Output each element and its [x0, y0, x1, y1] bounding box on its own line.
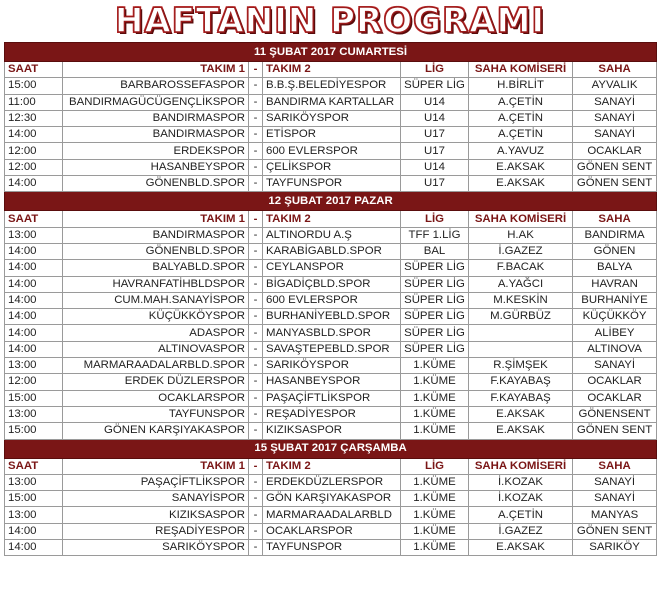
home-team-cell: PAŞAÇİFTLİKSPOR [63, 474, 249, 490]
league-cell: SÜPER LİG [401, 292, 469, 308]
away-team-cell: SARIKÖYSPOR [263, 110, 401, 126]
commissioner-cell: A.ÇETİN [469, 94, 573, 110]
home-team-cell: ERDEK DÜZLERSPOR [63, 374, 249, 390]
column-header-dash: - [249, 211, 263, 227]
league-cell: 1.KÜME [401, 540, 469, 556]
away-team-cell: SARIKÖYSPOR [263, 358, 401, 374]
table-row [5, 390, 657, 406]
separator-cell: - [249, 243, 263, 259]
venue-cell: SARIKÖY [573, 540, 657, 556]
commissioner-cell: E.AKSAK [469, 540, 573, 556]
home-team-cell: BARBAROSSEFASPOR [63, 78, 249, 94]
column-header-dash: - [249, 62, 263, 78]
commissioner-cell: F.KAYABAŞ [469, 374, 573, 390]
league-cell: U17 [401, 143, 469, 159]
column-header-lig: LİG [401, 211, 469, 227]
league-cell: TFF 1.LİG [401, 227, 469, 243]
away-team-cell: MARMARAADALARBLD [263, 507, 401, 523]
saat-cell: 14:00 [5, 309, 63, 325]
away-team-cell: KIZIKSASPOR [263, 423, 401, 439]
league-cell: SÜPER LİG [401, 341, 469, 357]
column-header-saat: SAAT [5, 62, 63, 78]
home-team-cell: CUM.MAH.SANAYİSPOR [63, 292, 249, 308]
separator-cell: - [249, 406, 263, 422]
saat-cell: 15:00 [5, 78, 63, 94]
table-row [5, 143, 657, 159]
league-cell: 1.KÜME [401, 423, 469, 439]
league-cell: SÜPER LİG [401, 309, 469, 325]
venue-cell: AYVALIK [573, 78, 657, 94]
away-team-cell: KARABİGABLD.SPOR [263, 243, 401, 259]
commissioner-cell: E.AKSAK [469, 423, 573, 439]
home-team-cell: GÖNENBLD.SPOR [63, 176, 249, 192]
venue-cell: GÖNENSENT [573, 406, 657, 422]
column-header-lig: LİG [401, 62, 469, 78]
column-header-saat: SAAT [5, 458, 63, 474]
commissioner-cell: A.ÇETİN [469, 127, 573, 143]
table-row [5, 341, 657, 357]
home-team-cell: BANDIRMASPOR [63, 127, 249, 143]
league-cell: SÜPER LİG [401, 325, 469, 341]
away-team-cell: ÇELİKSPOR [263, 159, 401, 175]
home-team-cell: SANAYİSPOR [63, 491, 249, 507]
saat-cell: 14:00 [5, 540, 63, 556]
commissioner-cell: F.BACAK [469, 260, 573, 276]
home-team-cell: KIZIKSASPOR [63, 507, 249, 523]
separator-cell: - [249, 374, 263, 390]
separator-cell: - [249, 325, 263, 341]
league-cell: 1.KÜME [401, 507, 469, 523]
league-cell: BAL [401, 243, 469, 259]
day-header: 11 ŞUBAT 2017 CUMARTESİ [5, 43, 657, 62]
venue-cell: SANAYİ [573, 94, 657, 110]
venue-cell: OCAKLAR [573, 374, 657, 390]
away-team-cell: ERDEKDÜZLERSPOR [263, 474, 401, 490]
away-team-cell: CEYLANSPOR [263, 260, 401, 276]
column-header-takim2: TAKIM 2 [263, 62, 401, 78]
away-team-cell: OCAKLARSPOR [263, 523, 401, 539]
away-team-cell: TAYFUNSPOR [263, 176, 401, 192]
home-team-cell: BANDIRMASPOR [63, 227, 249, 243]
saat-cell: 14:00 [5, 276, 63, 292]
separator-cell: - [249, 474, 263, 490]
saat-cell: 12:00 [5, 159, 63, 175]
saat-cell: 13:00 [5, 358, 63, 374]
commissioner-cell: A.ÇETİN [469, 110, 573, 126]
league-cell: 1.KÜME [401, 406, 469, 422]
league-cell: U14 [401, 110, 469, 126]
league-cell: 1.KÜME [401, 474, 469, 490]
table-row [5, 309, 657, 325]
table-row [5, 507, 657, 523]
saat-cell: 12:00 [5, 374, 63, 390]
saat-cell: 14:00 [5, 127, 63, 143]
table-row [5, 292, 657, 308]
saat-cell: 11:00 [5, 94, 63, 110]
column-header-takim1: TAKIM 1 [63, 62, 249, 78]
separator-cell: - [249, 292, 263, 308]
table-row [5, 523, 657, 539]
venue-cell: OCAKLAR [573, 390, 657, 406]
saat-cell: 15:00 [5, 491, 63, 507]
commissioner-cell: İ.KOZAK [469, 474, 573, 490]
venue-cell: SANAYİ [573, 127, 657, 143]
home-team-cell: ERDEKSPOR [63, 143, 249, 159]
venue-cell: ALİBEY [573, 325, 657, 341]
commissioner-cell: R.ŞİMŞEK [469, 358, 573, 374]
commissioner-cell: E.AKSAK [469, 406, 573, 422]
separator-cell: - [249, 507, 263, 523]
league-cell: 1.KÜME [401, 374, 469, 390]
column-header-takim2: TAKIM 2 [263, 458, 401, 474]
separator-cell: - [249, 78, 263, 94]
table-row [5, 358, 657, 374]
away-team-cell: B.B.Ş.BELEDİYESPOR [263, 78, 401, 94]
home-team-cell: GÖNENBLD.SPOR [63, 243, 249, 259]
saat-cell: 14:00 [5, 341, 63, 357]
commissioner-cell: İ.KOZAK [469, 491, 573, 507]
table-row [5, 176, 657, 192]
home-team-cell: ADASPOR [63, 325, 249, 341]
separator-cell: - [249, 358, 263, 374]
column-header-saha: SAHA [573, 458, 657, 474]
home-team-cell: REŞADİYESPOR [63, 523, 249, 539]
table-row [5, 260, 657, 276]
commissioner-cell: E.AKSAK [469, 159, 573, 175]
table-row [5, 325, 657, 341]
away-team-cell: HASANBEYSPOR [263, 374, 401, 390]
separator-cell: - [249, 309, 263, 325]
saat-cell: 15:00 [5, 423, 63, 439]
league-cell: U14 [401, 94, 469, 110]
venue-cell: GÖNEN SENT [573, 159, 657, 175]
day-header: 15 ŞUBAT 2017 ÇARŞAMBA [5, 439, 657, 458]
separator-cell: - [249, 110, 263, 126]
column-header-takim1: TAKIM 1 [63, 211, 249, 227]
home-team-cell: HASANBEYSPOR [63, 159, 249, 175]
separator-cell: - [249, 159, 263, 175]
saat-cell: 14:00 [5, 176, 63, 192]
column-header-lig: LİG [401, 458, 469, 474]
home-team-cell: ALTINOVASPOR [63, 341, 249, 357]
home-team-cell: KÜÇÜKKÖYSPOR [63, 309, 249, 325]
column-header-saha: SAHA [573, 211, 657, 227]
away-team-cell: ALTINORDU A.Ş [263, 227, 401, 243]
table-row [5, 374, 657, 390]
away-team-cell: SAVAŞTEPEBLD.SPOR [263, 341, 401, 357]
separator-cell: - [249, 143, 263, 159]
venue-cell: KÜÇÜKKÖY [573, 309, 657, 325]
venue-cell: SANAYİ [573, 474, 657, 490]
saat-cell: 12:30 [5, 110, 63, 126]
league-cell: SÜPER LİG [401, 276, 469, 292]
venue-cell: MANYAS [573, 507, 657, 523]
venue-cell: SANAYİ [573, 110, 657, 126]
table-row [5, 540, 657, 556]
venue-cell: HAVRAN [573, 276, 657, 292]
away-team-cell: BİGADİÇBLD.SPOR [263, 276, 401, 292]
commissioner-cell: F.KAYABAŞ [469, 390, 573, 406]
table-row [5, 227, 657, 243]
column-header-row [5, 211, 657, 227]
table-row [5, 406, 657, 422]
away-team-cell: 600 EVLERSPOR [263, 292, 401, 308]
saat-cell: 13:00 [5, 406, 63, 422]
table-row [5, 423, 657, 439]
home-team-cell: GÖNEN KARŞIYAKASPOR [63, 423, 249, 439]
table-row [5, 94, 657, 110]
column-header-saat: SAAT [5, 211, 63, 227]
separator-cell: - [249, 260, 263, 276]
venue-cell: GÖNEN SENT [573, 176, 657, 192]
away-team-cell: REŞADİYESPOR [263, 406, 401, 422]
venue-cell: BALYA [573, 260, 657, 276]
away-team-cell: ETİSPOR [263, 127, 401, 143]
venue-cell: SANAYİ [573, 491, 657, 507]
column-header-komiser: SAHA KOMİSERİ [469, 62, 573, 78]
away-team-cell: TAYFUNSPOR [263, 540, 401, 556]
saat-cell: 13:00 [5, 227, 63, 243]
saat-cell: 14:00 [5, 292, 63, 308]
saat-cell: 14:00 [5, 260, 63, 276]
home-team-cell: SARIKÖYSPOR [63, 540, 249, 556]
commissioner-cell: H.BİRLİT [469, 78, 573, 94]
venue-cell: SANAYİ [573, 358, 657, 374]
league-cell: U17 [401, 176, 469, 192]
commissioner-cell: M.GÜRBÜZ [469, 309, 573, 325]
schedule-table [4, 42, 657, 556]
commissioner-cell: A.YAĞCI [469, 276, 573, 292]
away-team-cell: BURHANİYEBLD.SPOR [263, 309, 401, 325]
away-team-cell: BANDIRMA KARTALLAR [263, 94, 401, 110]
saat-cell: 14:00 [5, 523, 63, 539]
venue-cell: BURHANİYE [573, 292, 657, 308]
table-row [5, 110, 657, 126]
saat-cell: 13:00 [5, 474, 63, 490]
home-team-cell: TAYFUNSPOR [63, 406, 249, 422]
table-row [5, 491, 657, 507]
day-header: 12 ŞUBAT 2017 PAZAR [5, 192, 657, 211]
table-row [5, 159, 657, 175]
league-cell: SÜPER LİG [401, 260, 469, 276]
home-team-cell: BANDIRMASPOR [63, 110, 249, 126]
saat-cell: 15:00 [5, 390, 63, 406]
column-header-komiser: SAHA KOMİSERİ [469, 458, 573, 474]
separator-cell: - [249, 341, 263, 357]
commissioner-cell: A.YAVUZ [469, 143, 573, 159]
commissioner-cell: E.AKSAK [469, 176, 573, 192]
page-title: HAFTANIN PROGRAMI [114, 1, 546, 41]
home-team-cell: BALYABLD.SPOR [63, 260, 249, 276]
commissioner-cell: A.ÇETİN [469, 507, 573, 523]
table-row [5, 127, 657, 143]
venue-cell: BANDIRMA [573, 227, 657, 243]
league-cell: U14 [401, 159, 469, 175]
home-team-cell: OCAKLARSPOR [63, 390, 249, 406]
separator-cell: - [249, 127, 263, 143]
table-row [5, 243, 657, 259]
home-team-cell: MARMARAADALARBLD.SPOR [63, 358, 249, 374]
column-header-komiser: SAHA KOMİSERİ [469, 211, 573, 227]
league-cell: U17 [401, 127, 469, 143]
column-header-saha: SAHA [573, 62, 657, 78]
day-header-row [5, 192, 657, 211]
commissioner-cell: H.AK [469, 227, 573, 243]
league-cell: SÜPER LİG [401, 78, 469, 94]
venue-cell: GÖNEN SENT [573, 423, 657, 439]
away-team-cell: MANYASBLD.SPOR [263, 325, 401, 341]
separator-cell: - [249, 176, 263, 192]
venue-cell: GÖNEN [573, 243, 657, 259]
commissioner-cell: İ.GAZEZ [469, 523, 573, 539]
column-header-takim1: TAKIM 1 [63, 458, 249, 474]
saat-cell: 14:00 [5, 243, 63, 259]
venue-cell: GÖNEN SENT [573, 523, 657, 539]
league-cell: 1.KÜME [401, 491, 469, 507]
venue-cell: ALTINOVA [573, 341, 657, 357]
day-header-row [5, 43, 657, 62]
saat-cell: 14:00 [5, 325, 63, 341]
column-header-dash: - [249, 458, 263, 474]
away-team-cell: PAŞAÇİFTLİKSPOR [263, 390, 401, 406]
separator-cell: - [249, 523, 263, 539]
separator-cell: - [249, 276, 263, 292]
day-header-row [5, 439, 657, 458]
table-row [5, 276, 657, 292]
saat-cell: 12:00 [5, 143, 63, 159]
home-team-cell: HAVRANFATİHBLDSPOR [63, 276, 249, 292]
separator-cell: - [249, 94, 263, 110]
away-team-cell: GÖN KARŞIYAKASPOR [263, 491, 401, 507]
column-header-takim2: TAKIM 2 [263, 211, 401, 227]
column-header-row [5, 62, 657, 78]
commissioner-cell: M.KESKİN [469, 292, 573, 308]
separator-cell: - [249, 390, 263, 406]
league-cell: 1.KÜME [401, 358, 469, 374]
saat-cell: 13:00 [5, 507, 63, 523]
table-row [5, 78, 657, 94]
separator-cell: - [249, 423, 263, 439]
commissioner-cell: İ.GAZEZ [469, 243, 573, 259]
column-header-row [5, 458, 657, 474]
league-cell: 1.KÜME [401, 390, 469, 406]
away-team-cell: 600 EVLERSPOR [263, 143, 401, 159]
table-row [5, 474, 657, 490]
home-team-cell: BANDIRMAGÜCÜGENÇLİKSPOR [63, 94, 249, 110]
separator-cell: - [249, 540, 263, 556]
venue-cell: OCAKLAR [573, 143, 657, 159]
commissioner-cell [469, 341, 573, 357]
commissioner-cell [469, 325, 573, 341]
separator-cell: - [249, 227, 263, 243]
separator-cell: - [249, 491, 263, 507]
league-cell: 1.KÜME [401, 523, 469, 539]
